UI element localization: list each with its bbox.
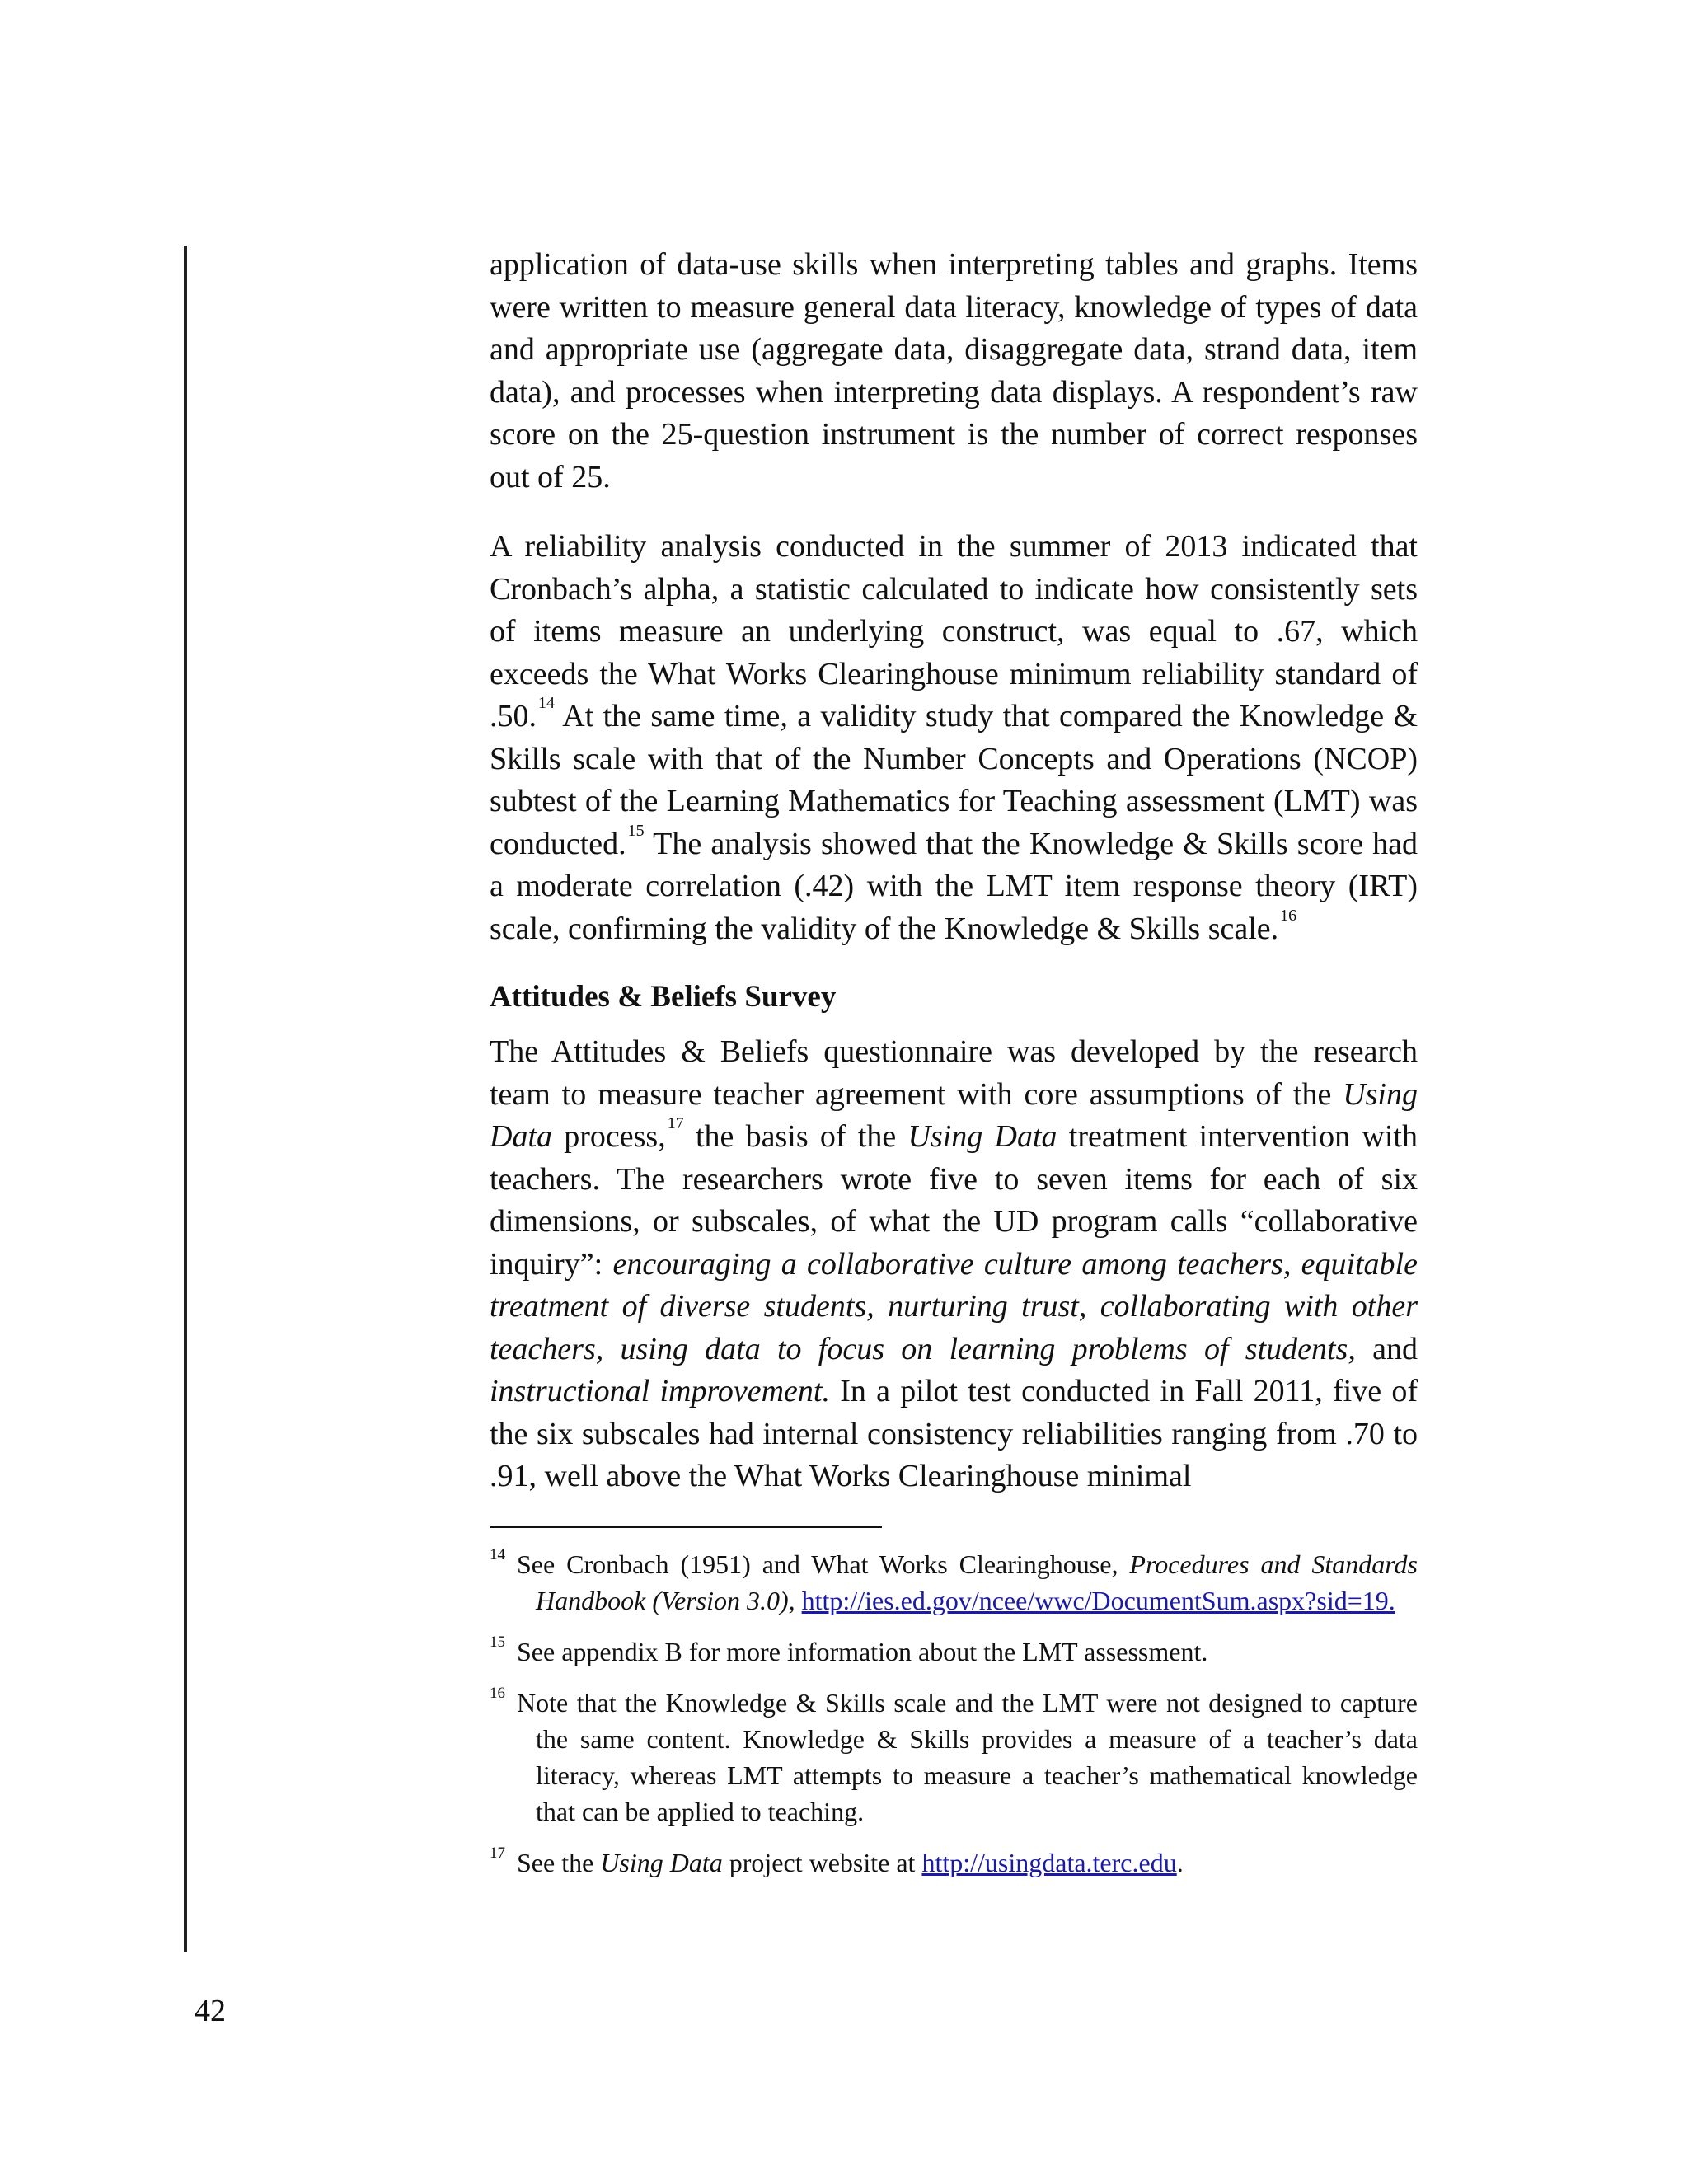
- paragraph-text: the basis of the: [683, 1119, 908, 1154]
- footnote-ref-15[interactable]: 15: [627, 821, 645, 840]
- paragraph-text: and: [1355, 1331, 1418, 1366]
- footnote-number: 16: [490, 1684, 505, 1702]
- paragraph-text: application of data-use skills when interpreting tables and graphs. Items were written to measure general data literacy, knowledge of types of data and appropriate use (aggregate data, disaggregate data, strand data, item data), and processes when interpreting data displays. A respondent’s raw score on the 25-question instrument is the number of correct responses out of 25.: [490, 247, 1418, 494]
- footnote-text: .: [1176, 1847, 1184, 1877]
- margin-rule: [184, 246, 187, 1952]
- italic-list: encouraging a collaborative culture among teachers, equitable treatment of diverse students, nurturing trust, collaborating with other teachers, using data to focus on learning problems of students,: [490, 1246, 1418, 1366]
- italic-term: Using Data: [490, 1076, 1418, 1154]
- page-number: 42: [195, 1994, 226, 2028]
- section-heading: Attitudes & Beliefs Survey: [490, 980, 837, 1014]
- body-paragraph-2: [490, 526, 1418, 950]
- footnote-link[interactable]: http://ies.ed.gov/ncee/wwc/DocumentSum.aspx?sid=19.: [801, 1585, 1395, 1615]
- footnote-text: project website at: [722, 1847, 922, 1877]
- footnote-ref-16[interactable]: 16: [1280, 906, 1297, 925]
- paragraph-text: At the same time, a validity study that compared the Knowledge & Skills scale with that of the Number Concepts and Operations (NCOP) subtest of the Learning Mathematics for Teaching assessment (LMT) was conducted.: [490, 699, 1418, 861]
- footnote-15: [490, 1633, 1418, 1670]
- footnote-separator: [490, 1526, 882, 1528]
- footnote-17: [490, 1844, 1418, 1881]
- paragraph-text: process,: [552, 1119, 666, 1154]
- paragraph-text: The analysis showed that the Knowledge & Skills score had a moderate correlation (.42) with the LMT item response theory (IRT) scale, confirming the validity of the Knowledge & Skills scale.: [490, 826, 1418, 946]
- footnote-text: See Cronbach (1951) and What Works Clearinghouse,: [517, 1549, 1130, 1579]
- text-column: [490, 244, 1418, 1896]
- body-paragraph-1: [490, 244, 1418, 499]
- footnote-number: 17: [490, 1844, 505, 1862]
- footnote-link[interactable]: http://usingdata.terc.edu: [921, 1847, 1177, 1877]
- footnote-text: See the: [517, 1847, 601, 1877]
- paragraph-text: treatment intervention with teachers. The researchers wrote five to seven items for each of six dimensions, or subscales, of what the UD program calls “collaborative inquiry”:: [490, 1119, 1418, 1282]
- paragraph-text: The Attitudes & Beliefs questionnaire was developed by the research team to measure teacher agreement with core assumptions of the: [490, 1034, 1418, 1112]
- footnote-number: 14: [490, 1545, 505, 1563]
- italic-term: instructional improvement.: [490, 1374, 830, 1408]
- paragraph-text: In a pilot test conducted in Fall 2011, five of the six subscales had internal consistency reliabilities ranging from .70 to .91, well above the What Works Clearinghouse minimal: [490, 1374, 1418, 1493]
- paragraph-text: A reliability analysis conducted in the summer of 2013 indicated that Cronbach’s alpha, a statistic calculated to indicate how consistently sets of items measure an underlying construct, was equal to .67, which exceeds the What Works Clearinghouse minimum reliability standard of .50.: [490, 529, 1418, 733]
- footnote-italic: Using Data: [600, 1847, 723, 1877]
- italic-term: Using Data: [907, 1119, 1057, 1154]
- footnote-italic: Procedures and Standards Handbook (Version 3.0),: [536, 1549, 1418, 1615]
- footnote-number: 15: [490, 1633, 505, 1651]
- footnote-16: [490, 1685, 1418, 1830]
- body-paragraph-3: [490, 1031, 1418, 1498]
- footnote-ref-14[interactable]: 14: [538, 694, 555, 712]
- footnote-14: [490, 1546, 1418, 1619]
- footnote-text: See appendix B for more information about the LMT assessment.: [517, 1636, 1208, 1666]
- footnote-ref-17[interactable]: 17: [667, 1114, 684, 1132]
- footnote-text: Note that the Knowledge & Skills scale and the LMT were not designed to capture the same content. Knowledge & Skills provides a measure of a teacher’s data literacy, whereas LMT attempts to measure a teacher’s mathematical knowledge that can be applied to teaching.: [517, 1687, 1418, 1826]
